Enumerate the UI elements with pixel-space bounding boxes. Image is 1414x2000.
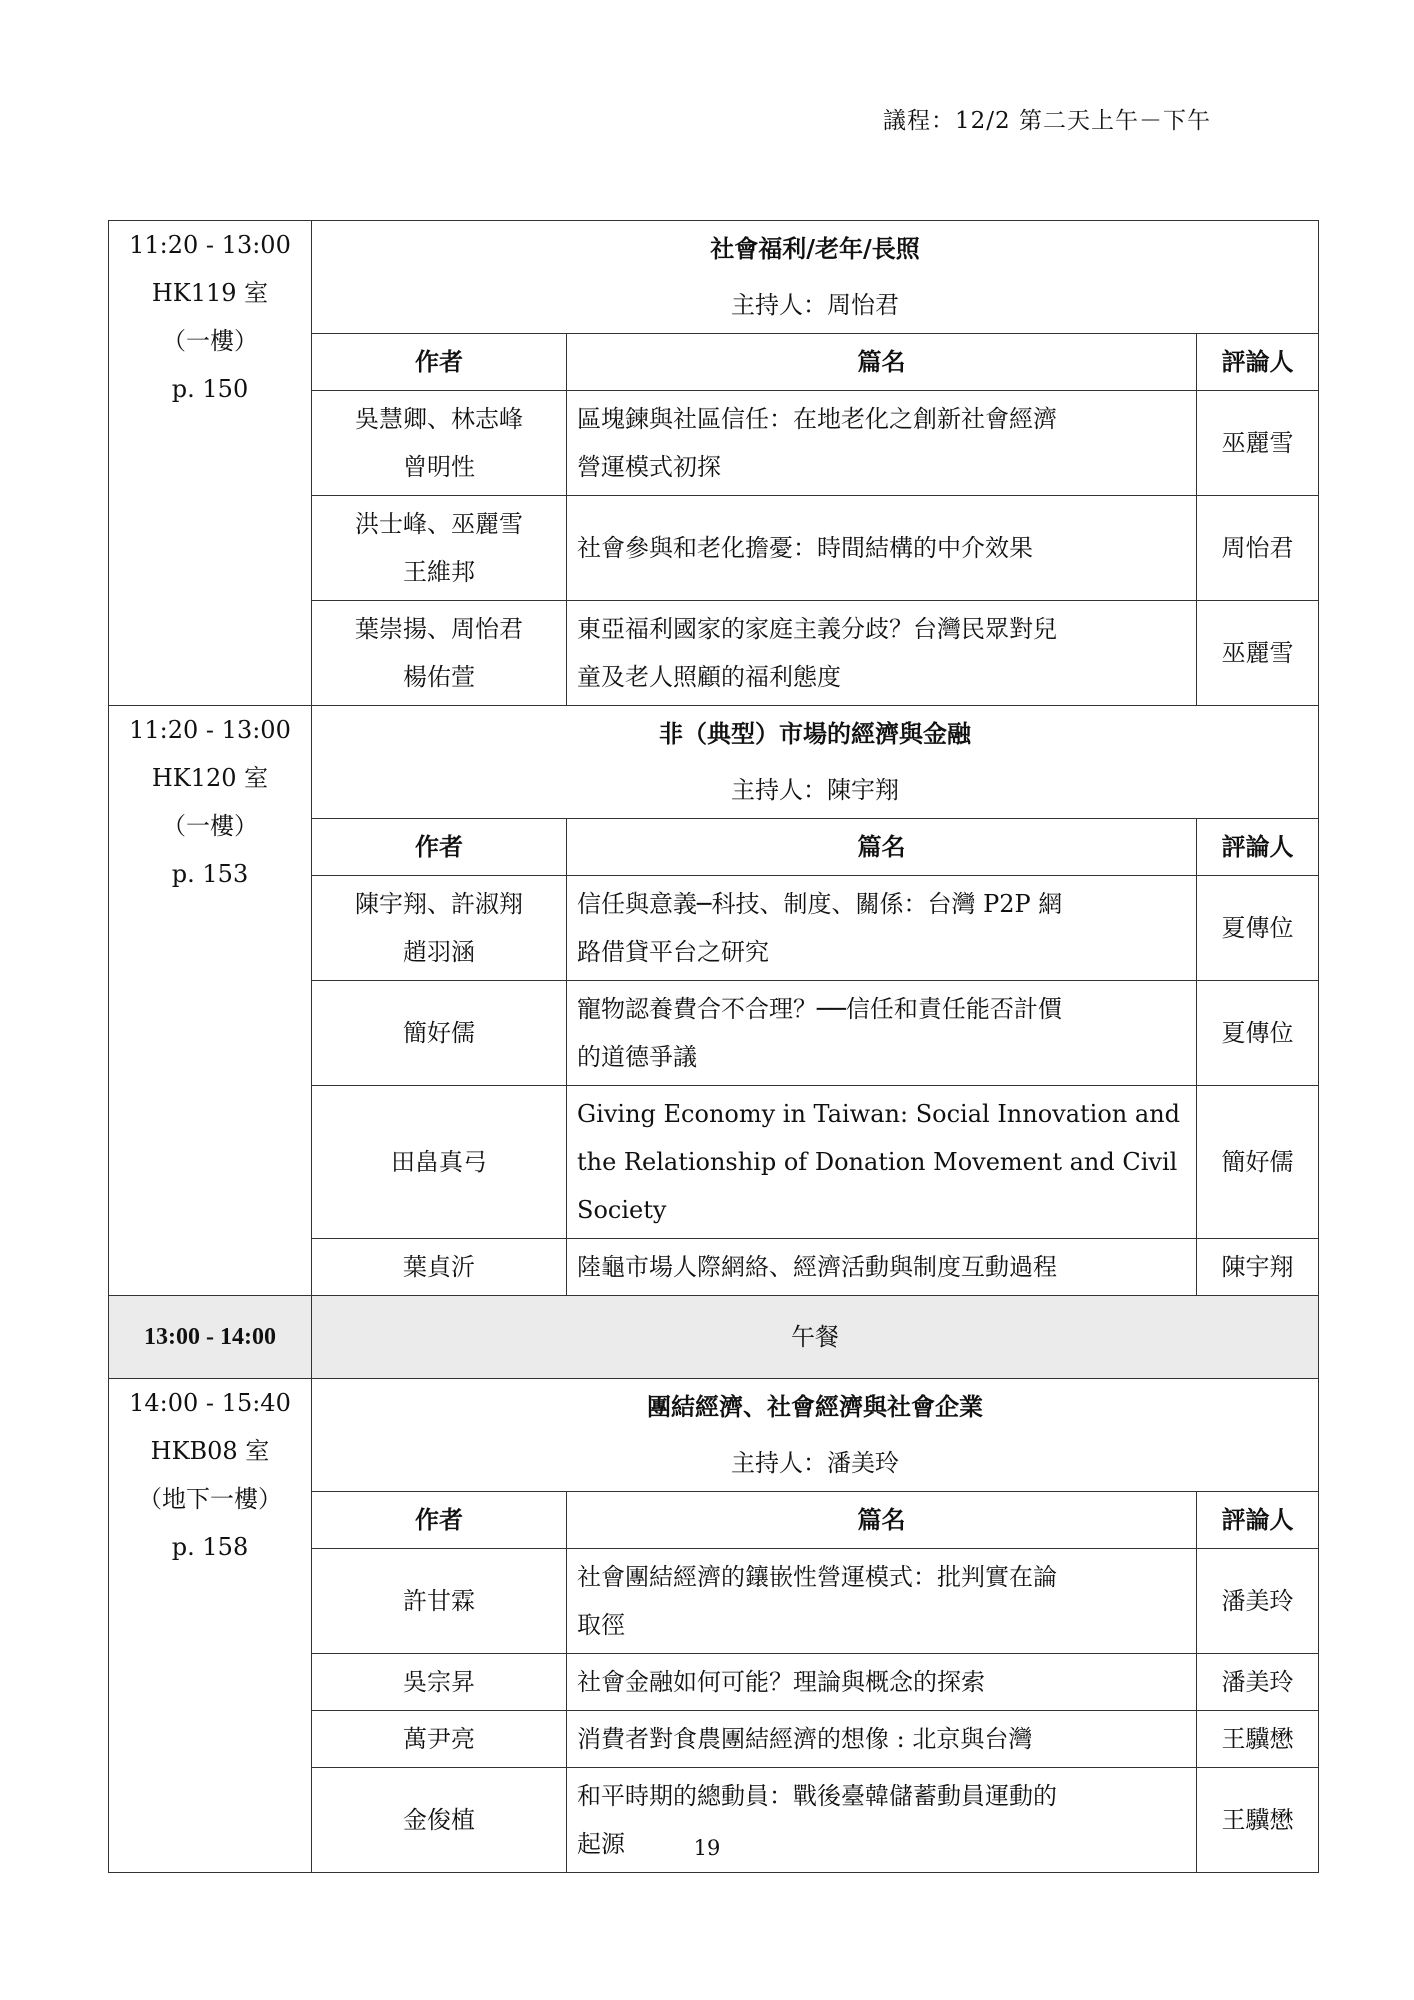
title-line: 陸龜市場人際網絡、經濟活動與制度互動過程 — [577, 1253, 1057, 1281]
paper-discussant: 王驥懋 — [1197, 1711, 1319, 1768]
author-line: 田畠真弓 — [391, 1148, 487, 1176]
paper-authors — [312, 1086, 567, 1239]
page-header: 議程：12/2 第二天上午－下午 — [883, 108, 1211, 134]
lunch-row — [109, 1296, 1319, 1379]
session-room: HKB08 室 — [150, 1437, 270, 1465]
title-line: Society — [577, 1196, 667, 1224]
paper-title — [567, 1549, 1197, 1654]
paper-discussant: 陳宇翔 — [1197, 1239, 1319, 1296]
column-header-author: 作者 — [312, 819, 567, 876]
page-number: 19 — [693, 1836, 721, 1860]
session-page: p. 158 — [171, 1533, 249, 1561]
paper-discussant: 夏傳位 — [1197, 876, 1319, 981]
paper-authors — [312, 496, 567, 601]
paper-title — [567, 1654, 1197, 1711]
paper-discussant: 周怡君 — [1197, 496, 1319, 601]
session-info-cell — [109, 1379, 312, 1873]
session-page: p. 150 — [171, 375, 249, 403]
session-host: 主持人：陳宇翔 — [312, 762, 1319, 819]
column-header-paper: 篇名 — [567, 819, 1197, 876]
title-line: 的道德爭議 — [577, 1043, 697, 1071]
paper-discussant: 潘美玲 — [1197, 1654, 1319, 1711]
title-line: 社會團結經濟的鑲嵌性營運模式：批判實在論 — [577, 1563, 1057, 1591]
agenda-table — [108, 220, 1319, 1873]
title-line: 消費者對食農團結經濟的想像 : 北京與台灣 — [577, 1725, 1033, 1753]
author-line: 曾明性 — [403, 453, 475, 481]
paper-discussant: 夏傳位 — [1197, 981, 1319, 1086]
title-line: the Relationship of Donation Movement and Civil — [577, 1148, 1178, 1176]
session-info-cell — [109, 706, 312, 1296]
column-header-discussant: 評論人 — [1197, 334, 1319, 391]
author-line: 吳宗昇 — [403, 1668, 475, 1696]
session-title-row — [109, 706, 1319, 763]
title-line: 營運模式初探 — [577, 453, 721, 481]
paper-discussant: 巫麗雪 — [1197, 601, 1319, 706]
title-line: 東亞福利國家的家庭主義分歧？台灣民眾對兒 — [577, 615, 1057, 643]
lunch-label: 午餐 — [312, 1296, 1319, 1379]
session-time: 11:20 - 13:00 — [129, 716, 291, 744]
author-line: 萬尹亮 — [403, 1725, 475, 1753]
title-line: 路借貸平台之研究 — [577, 938, 769, 966]
session-title-row — [109, 221, 1319, 278]
paper-title — [567, 496, 1197, 601]
paper-authors — [312, 876, 567, 981]
paper-authors — [312, 391, 567, 496]
session-title: 非（典型）市場的經濟與金融 — [312, 706, 1319, 763]
column-header-discussant: 評論人 — [1197, 819, 1319, 876]
title-line: 寵物認養費合不合理？──信任和責任能否計價 — [577, 995, 1062, 1023]
session-page: p. 153 — [171, 860, 249, 888]
column-header-paper: 篇名 — [567, 334, 1197, 391]
paper-authors — [312, 981, 567, 1086]
paper-discussant: 王驥懋 — [1197, 1768, 1319, 1873]
author-line: 王維邦 — [403, 558, 475, 586]
title-line: 童及老人照顧的福利態度 — [577, 663, 841, 691]
session-room: HK119 室 — [151, 279, 269, 307]
paper-title — [567, 1086, 1197, 1239]
paper-title — [567, 601, 1197, 706]
author-line: 許甘霖 — [403, 1587, 475, 1615]
title-line: 區塊鍊與社區信任：在地老化之創新社會經濟 — [577, 405, 1057, 433]
column-header-author: 作者 — [312, 1492, 567, 1549]
paper-title — [567, 1711, 1197, 1768]
author-line: 葉貞沂 — [403, 1253, 475, 1281]
session-title: 團結經濟、社會經濟與社會企業 — [312, 1379, 1319, 1436]
paper-title — [567, 391, 1197, 496]
author-line: 吳慧卿、林志峰 — [355, 405, 523, 433]
title-line: Giving Economy in Taiwan: Social Innovation and — [577, 1100, 1181, 1128]
paper-authors — [312, 1654, 567, 1711]
title-line: 信任與意義─科技、制度、關係：台灣 P2P 網 — [577, 890, 1063, 918]
author-line: 陳宇翔、許淑翔 — [355, 890, 523, 918]
column-header-discussant: 評論人 — [1197, 1492, 1319, 1549]
author-line: 金俊植 — [403, 1806, 475, 1834]
paper-authors — [312, 1239, 567, 1296]
author-line: 楊佑萱 — [403, 663, 475, 691]
title-line: 社會參與和老化擔憂：時間結構的中介效果 — [577, 534, 1033, 562]
session-host: 主持人：周怡君 — [312, 277, 1319, 334]
paper-discussant: 巫麗雪 — [1197, 391, 1319, 496]
session-time: 14:00 - 15:40 — [129, 1389, 291, 1417]
paper-title — [567, 876, 1197, 981]
paper-title — [567, 1239, 1197, 1296]
paper-authors — [312, 601, 567, 706]
author-line: 簡好儒 — [403, 1019, 475, 1047]
paper-discussant: 潘美玲 — [1197, 1549, 1319, 1654]
paper-authors — [312, 1711, 567, 1768]
session-floor: （一樓） — [162, 327, 258, 355]
column-header-author: 作者 — [312, 334, 567, 391]
session-floor: （一樓） — [162, 812, 258, 840]
session-info-cell — [109, 221, 312, 706]
title-line: 社會金融如何可能？理論與概念的探索 — [577, 1668, 985, 1696]
title-line: 和平時期的總動員：戰後臺韓儲蓄動員運動的 — [577, 1782, 1057, 1810]
paper-authors — [312, 1549, 567, 1654]
session-floor: （地下一樓） — [138, 1485, 282, 1513]
session-room: HK120 室 — [151, 764, 269, 792]
lunch-time: 13:00 - 14:00 — [109, 1296, 312, 1379]
author-line: 葉崇揚、周怡君 — [355, 615, 523, 643]
paper-title — [567, 981, 1197, 1086]
title-line: 取徑 — [577, 1611, 625, 1639]
author-line: 趙羽涵 — [403, 938, 475, 966]
session-title-row — [109, 1379, 1319, 1436]
session-host: 主持人：潘美玲 — [312, 1435, 1319, 1492]
author-line: 洪士峰、巫麗雪 — [355, 510, 523, 538]
title-line: 起源 — [577, 1830, 625, 1858]
session-title: 社會福利/老年/長照 — [312, 221, 1319, 278]
paper-discussant: 簡好儒 — [1197, 1086, 1319, 1239]
column-header-paper: 篇名 — [567, 1492, 1197, 1549]
session-time: 11:20 - 13:00 — [129, 231, 291, 259]
